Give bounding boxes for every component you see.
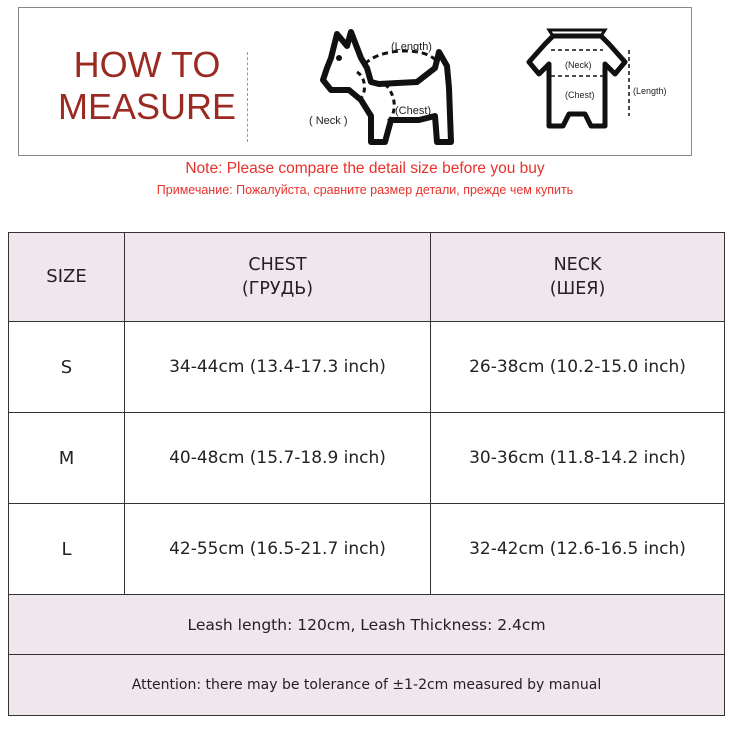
note-russian: Примечание: Пожалуйста, сравните размер детали, прежде чем купить bbox=[156, 183, 574, 197]
table-row bbox=[9, 322, 725, 413]
chest-cell: 34-44cm (13.4-17.3 inch) bbox=[125, 322, 431, 413]
size-cell: S bbox=[9, 322, 125, 413]
shirt-neck-label: (Neck) bbox=[565, 60, 592, 70]
header-chest-en: CHEST bbox=[248, 255, 307, 275]
attention-note: Attention: there may be tolerance of ±1-2cm measured by manual bbox=[9, 655, 725, 716]
header-neck-ru: (ШЕЯ) bbox=[549, 279, 606, 299]
neck-cell: 26-38cm (10.2-15.0 inch) bbox=[431, 322, 725, 413]
neck-cell: 32-42cm (12.6-16.5 inch) bbox=[431, 504, 725, 595]
attention-row bbox=[9, 655, 725, 716]
header-chest-ru: (ГРУДЬ) bbox=[241, 279, 314, 299]
leash-info-row bbox=[9, 595, 725, 655]
header-neck-en: NECK bbox=[553, 255, 602, 275]
shirt-chest-label: (Chest) bbox=[565, 90, 595, 100]
dog-eye bbox=[336, 55, 342, 61]
size-cell: L bbox=[9, 504, 125, 595]
header-size: SIZE bbox=[9, 233, 125, 322]
dog-measure-illustration bbox=[287, 18, 487, 158]
dog-chest-label: (Chest) bbox=[395, 105, 432, 117]
shirt-length-label: (Length) bbox=[633, 86, 667, 96]
note-english: Note: Please compare the detail size before you buy bbox=[185, 160, 545, 177]
size-table bbox=[8, 232, 725, 716]
dog-length-label: (Length) bbox=[391, 41, 432, 53]
title-line-2: MEASURE bbox=[57, 86, 237, 127]
shirt-outline bbox=[529, 36, 625, 126]
how-to-measure-title bbox=[47, 44, 247, 128]
header-chest bbox=[125, 233, 431, 322]
leash-info: Leash length: 120cm, Leash Thickness: 2.4cm bbox=[9, 595, 725, 655]
size-cell: M bbox=[9, 413, 125, 504]
table-row bbox=[9, 504, 725, 595]
chest-cell: 40-48cm (15.7-18.9 inch) bbox=[125, 413, 431, 504]
chest-line bbox=[385, 84, 394, 122]
table-row bbox=[9, 413, 725, 504]
shirt-measure-illustration bbox=[509, 22, 679, 152]
how-to-measure-banner bbox=[18, 7, 692, 156]
table-header-row bbox=[9, 233, 725, 322]
banner-divider bbox=[247, 52, 248, 142]
neck-cell: 30-36cm (11.8-14.2 inch) bbox=[431, 413, 725, 504]
dog-neck-label: ( Neck ) bbox=[309, 115, 348, 127]
chest-cell: 42-55cm (16.5-21.7 inch) bbox=[125, 504, 431, 595]
title-line-1: HOW TO bbox=[73, 44, 221, 85]
header-neck bbox=[431, 233, 725, 322]
